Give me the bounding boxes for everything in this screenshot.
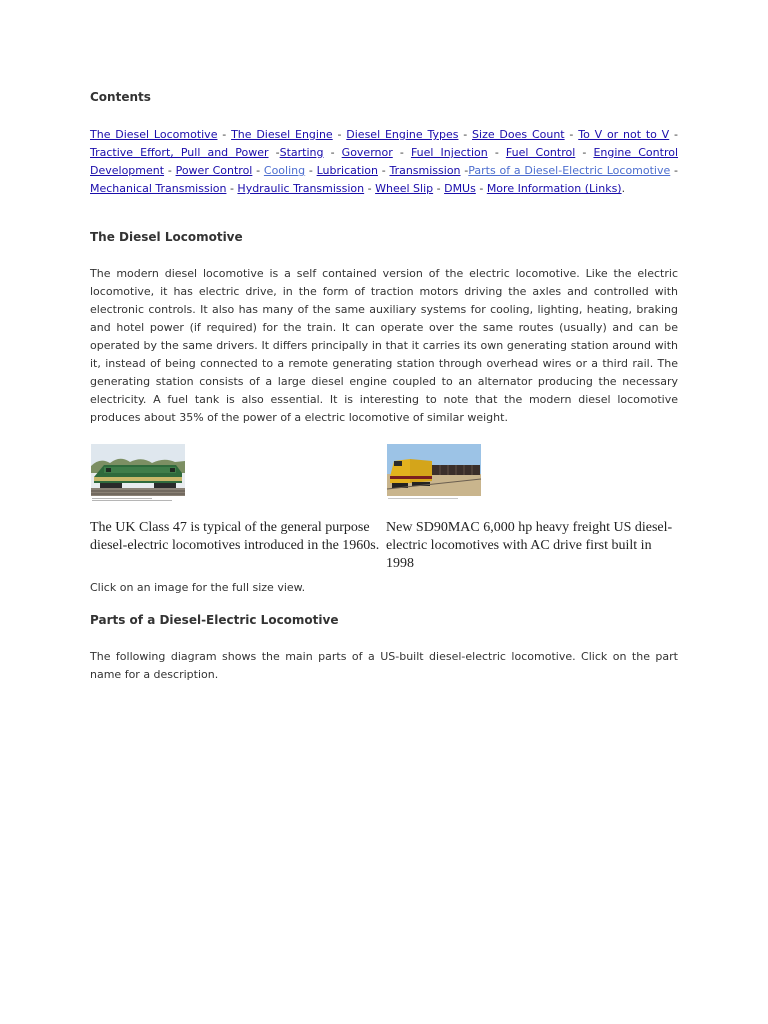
toc-link[interactable]: Hydraulic Transmission (237, 182, 365, 195)
figure-sd90mac (386, 443, 678, 573)
toc-separator: - (433, 182, 445, 195)
toc-link[interactable]: Fuel Injection (410, 146, 488, 159)
figure-caption-class-47: The UK Class 47 is typical of the general purpose diesel-electric locomotives introduced in the 1960s. (90, 520, 380, 553)
toc-link[interactable]: Cooling (263, 164, 306, 177)
toc-link[interactable]: Tractive Effort, Pull and Power (90, 146, 269, 159)
toc-separator: - (164, 164, 176, 177)
toc-link[interactable]: Starting (279, 146, 324, 159)
toc-separator: - (332, 128, 347, 141)
toc-link[interactable]: Fuel Control (505, 146, 576, 159)
toc-separator: - (669, 128, 678, 141)
toc-separator: - (305, 164, 317, 177)
toc-separator: - (564, 128, 579, 141)
class-47-locomotive-image[interactable] (90, 443, 186, 503)
contents-heading: Contents (90, 90, 151, 104)
toc-separator: - (475, 182, 487, 195)
figure-caption-sd90mac: New SD90MAC 6,000 hp heavy freight US diesel-electric locomotives with AC drive first built in 1998 (386, 520, 673, 571)
toc-separator: - (268, 146, 280, 159)
toc-link[interactable]: Wheel Slip (375, 182, 434, 195)
toc-link[interactable]: Governor (341, 146, 393, 159)
toc-link[interactable]: To V or not to V (578, 128, 670, 141)
toc-link[interactable]: The Diesel Engine (231, 128, 333, 141)
toc-link[interactable]: Size Does Count (472, 128, 565, 141)
toc-link[interactable]: Diesel Engine Types (346, 128, 459, 141)
toc-separator: - (217, 128, 232, 141)
toc-separator: - (460, 164, 469, 177)
toc-link[interactable]: Parts of a Diesel-Electric Locomotive (468, 164, 671, 177)
image-click-note: Click on an image for the full size view. (90, 581, 306, 594)
toc-separator: - (364, 182, 376, 195)
section-heading-parts: Parts of a Diesel-Electric Locomotive (90, 613, 339, 627)
sd90mac-locomotive-image[interactable] (386, 443, 482, 503)
toc-link[interactable]: Lubrication (316, 164, 378, 177)
toc-link[interactable]: Transmission (389, 164, 461, 177)
toc-separator: - (377, 164, 390, 177)
figure-class-47 (90, 443, 382, 555)
toc-separator: - (458, 128, 473, 141)
toc-separator: - (252, 164, 264, 177)
toc-link[interactable]: More Information (Links) (486, 182, 622, 195)
toc-link[interactable]: Mechanical Transmission (90, 182, 227, 195)
toc-separator: - (487, 146, 506, 159)
section-body-parts: The following diagram shows the main parts of a US-built diesel-electric locomotive. Click on the part name for a description. (90, 650, 678, 681)
toc-separator: - (323, 146, 342, 159)
toc-link[interactable]: Power Control (175, 164, 253, 177)
toc-separator: - (392, 146, 411, 159)
toc-link[interactable]: DMUs (444, 182, 476, 195)
section-heading-diesel-locomotive: The Diesel Locomotive (90, 230, 243, 244)
table-of-contents (90, 126, 678, 198)
toc-separator: . (621, 182, 626, 195)
toc-separator: - (670, 164, 679, 177)
toc-link[interactable]: Engine Control Development (90, 146, 679, 177)
section-body-diesel-locomotive: The modern diesel locomotive is a self contained version of the electric locomotive. Like the electric locomotive, it has electric drive, in the form of traction motors driving the axles and controlled with electronic controls. It also has many of the same auxiliary systems for cooling, lighting, heating, braking and hotel power (if required) for the train. It can operate over the same routes (usually) and can be operated by the same drivers. It differs principally in that it carries its own generating station around with it, instead of being connected to a remote generating station through overhead wires or a third rail. The generating station consists of a large diesel engine coupled to an alternator producing the necessary electricity. A fuel tank is also essential. It is interesting to note that the modern diesel locomotive produces about 35% of the power of a electric locomotive of similar weight. (90, 267, 678, 424)
toc-separator: - (575, 146, 594, 159)
toc-link[interactable]: The Diesel Locomotive (90, 128, 218, 141)
toc-separator: - (226, 182, 238, 195)
